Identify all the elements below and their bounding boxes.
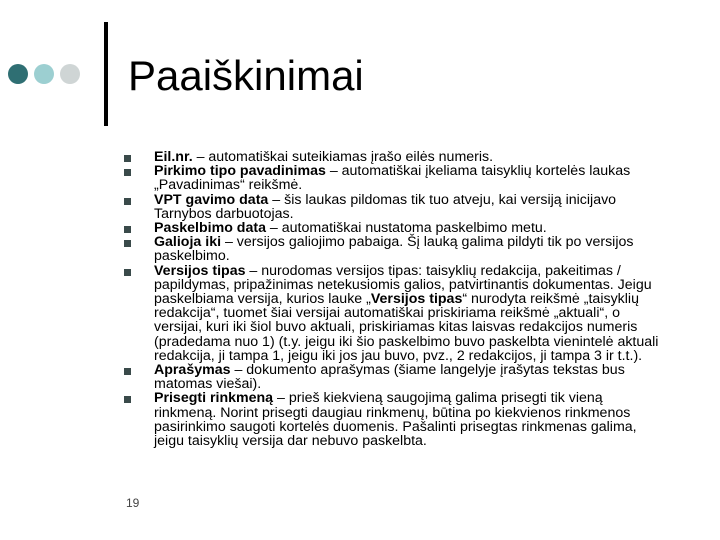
bullet-icon bbox=[124, 226, 131, 233]
page-number: 19 bbox=[126, 496, 140, 510]
item-term: Paskelbimo data bbox=[154, 220, 266, 237]
item-term-inline: Versijos tipas bbox=[370, 291, 463, 308]
item-text: – šis laukas pildomas tik tuo atveju, kai versiją inicijavo Tarnybos darbuotojas. bbox=[154, 191, 617, 222]
dot-light bbox=[34, 64, 54, 84]
page-title: Paaiškinimai bbox=[128, 52, 364, 99]
item-text: – automatiškai įkeliama taisyklių kortelės laukas „Pavadinimas“ reikšmė. bbox=[154, 163, 631, 194]
bullet-icon bbox=[124, 396, 131, 403]
list-item bbox=[120, 235, 665, 263]
item-term: Aprašymas bbox=[154, 362, 231, 379]
bullet-icon bbox=[124, 155, 131, 162]
bullet-icon bbox=[124, 240, 131, 247]
item-text: – nurodomas versijos tipas: taisyklių redakcija, pakeitimas / papildymas, pripažinimas netekusiomis galios, patvirtinantis dokumentas. Jeigu paskelbiama versija, kurios lauke „ bbox=[154, 262, 652, 308]
dot-gray bbox=[60, 64, 80, 84]
bullet-icon bbox=[124, 169, 131, 176]
dot-dark bbox=[8, 64, 28, 84]
item-term: Versijos tipas bbox=[154, 262, 246, 279]
item-text: – prieš kiekvieną saugojimą galima prisegti tik vieną rinkmeną. Norint prisegti daugiau rinkmenų, būtina po kiekvienos rinkmenos pasirinkimo saugoti kortelės duomenis. Pašalinti prisegtas rinkmenas galima, jeigu taisyklių versija dar nebuvo paskelbta. bbox=[154, 390, 637, 450]
title-divider bbox=[104, 22, 108, 126]
item-text: – automatiškai suteikiamas įrašo eilės numeris. bbox=[192, 149, 494, 165]
list-item bbox=[120, 164, 665, 192]
list-item bbox=[120, 363, 665, 391]
item-term: Pirkimo tipo pavadinimas bbox=[154, 163, 326, 180]
item-text: – dokumento aprašymas (šiame langelyje įrašytas tekstas bus matomas viešai). bbox=[154, 362, 625, 393]
item-term: Prisegti rinkmeną bbox=[154, 390, 274, 407]
item-term: Eil.nr. bbox=[154, 149, 193, 165]
list-item bbox=[120, 150, 665, 164]
item-term: Galioja iki bbox=[154, 234, 222, 251]
item-term: VPT gavimo data bbox=[154, 191, 269, 208]
list-item bbox=[120, 193, 665, 221]
bullet-icon bbox=[124, 198, 131, 205]
decorative-dots bbox=[8, 64, 80, 84]
item-text: – versijos galiojimo pabaiga. Šį lauką galima pildyti tik po versijos paskelbimo. bbox=[154, 234, 634, 265]
item-text-cont: “ nurodyta reikšmė „taisyklių redakcija“, tuomet šiai versijai automatiškai priskiriama reikšmė „aktuali“, o versijai, kuri iki šiol buvo aktuali, priskiriamas kitas laisvas redakcijos numeris (pradedama nuo 1) (t.y. jeigu iki šio paskelbimo buvo paskelbta vienintelė aktuali redakcija, ji tampa 1, jeigu iki jos jau buvo, pvz., 2 redakcijos, ji tampa 3 ir t.t.). bbox=[154, 291, 659, 364]
bullet-icon bbox=[124, 269, 131, 276]
list-item bbox=[120, 391, 665, 448]
list-item bbox=[120, 264, 665, 363]
bullet-list bbox=[120, 150, 665, 448]
bullet-icon bbox=[124, 368, 131, 375]
item-text: – automatiškai nustatoma paskelbimo metu. bbox=[265, 220, 547, 237]
